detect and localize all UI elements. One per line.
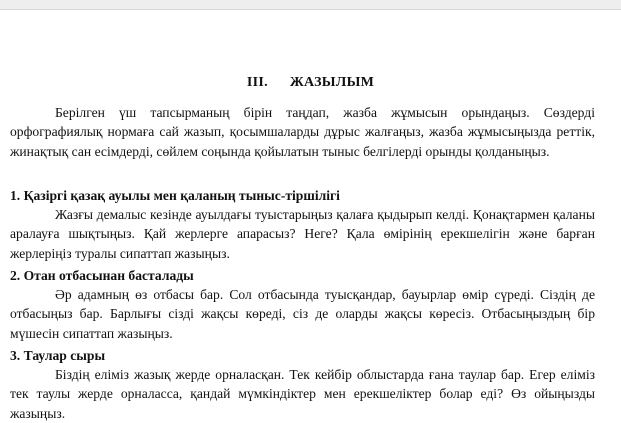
task-3-title: 3. Таулар сыры <box>10 348 106 363</box>
task-1-text: Жазғы демалыс кезінде ауылдағы туыстарыңыз қалаға қыдырып келді. Қонақтармен қаланы аралауға шықтыңыз. Қай жерлерге апарасыз? Неге? Қала өмірінің ерекшелігін және барған жерлеріңіз туралы сипаттап жазыңыз. <box>10 207 595 261</box>
intro-paragraph: Берілген үш тапсырманың бірін таңдап, жазба жұмысын орындаңыз. Сөздерді орфографиялық нормаға сай жазып, қосымшаларды дұрыс жалғаңыз, жазба жұмысыңызда реттік, жинақтық сан есімдерді, сөйлем соңында қойылатын тыныс белгілерді орынды қолданыңыз. <box>10 105 595 159</box>
section-number: III. <box>246 75 268 90</box>
task-2-text: Әр адамның өз отбасы бар. Сол отбасында туысқандар, бауырлар өмір сүреді. Сіздің де отбасыңыз бар. Барлығы сізді жақсы көреді, сіз де оларды жақсы көресіз. Отбасыңыздың бір мүшесін сипаттап жазыңыз. <box>10 287 595 341</box>
task-2-title: 2. Отан отбасынан басталады <box>10 268 194 283</box>
task-3-text: Біздің еліміз жазық жерде орналасқан. Тек кейбір облыстарда ғана таулар бар. Егер еліміз тек таулы жерде орналасса, қандай мүмкіндіктер мен ерекшеліктер болар еді? Өз ойыңызды жазыңыз. <box>10 367 595 421</box>
task-1-title: 1. Қазіргі қазақ ауылы мен қаланың тыныс-тіршілігі <box>10 188 340 203</box>
window-top-edge <box>0 0 621 10</box>
section-heading <box>0 75 621 91</box>
section-title: ЖАЗЫЛЫМ <box>289 75 375 90</box>
